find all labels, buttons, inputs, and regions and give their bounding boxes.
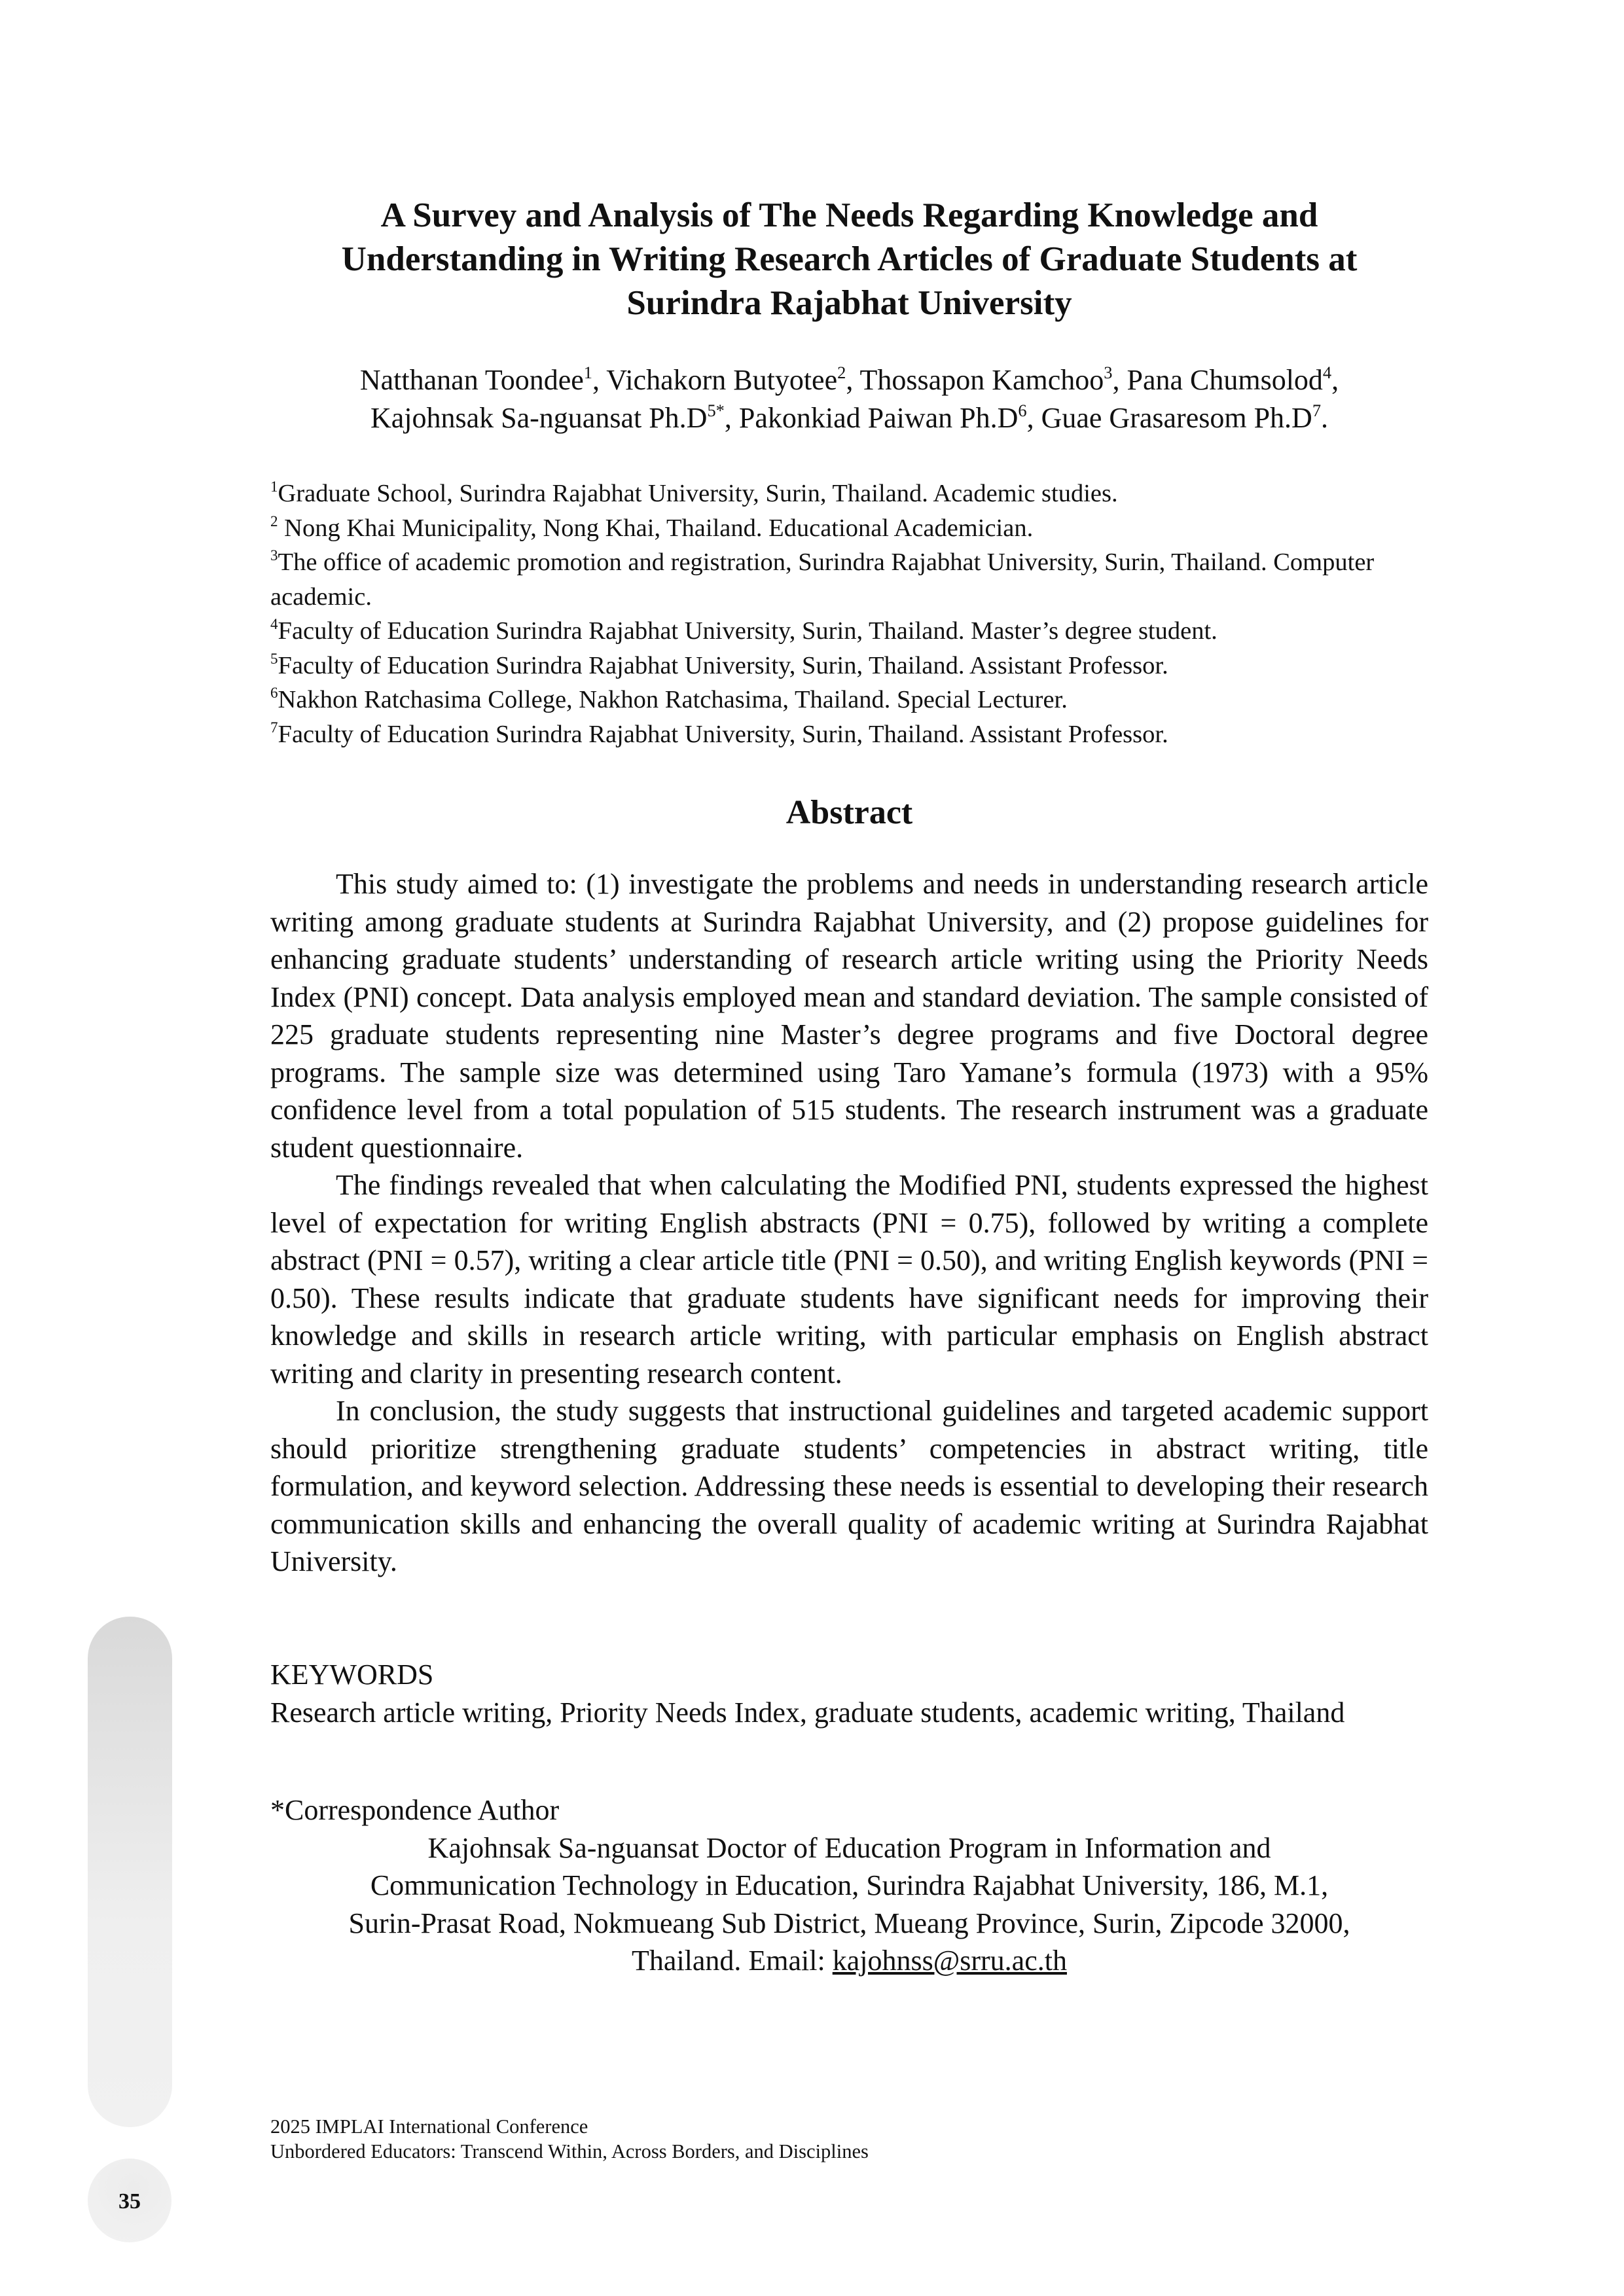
author-name: Guae Grasaresom Ph.D bbox=[1041, 402, 1312, 434]
correspondence-line bbox=[270, 1942, 1428, 1980]
author-separator: , bbox=[724, 402, 739, 434]
author-separator: , bbox=[592, 364, 607, 396]
abstract-paragraph: The findings revealed that when calculating the Modified PNI, students expressed the highest level of expectation for writing English abstracts (PNI = 0.75), followed by writing a complete abstract (PNI = 0.57), writing a clear article title (PNI = 0.50), and writing English keywords (PNI = 0.50). These results indicate that graduate students have significant needs for improving their knowledge and skills in research article writing, with particular emphasis on English abstract writing and clarity in presenting research content. bbox=[270, 1169, 1428, 1390]
title-line: Understanding in Writing Research Articles of Graduate Students at bbox=[341, 240, 1358, 278]
affiliation-number: 7 bbox=[270, 718, 278, 736]
correspondence-address bbox=[270, 1829, 1428, 1980]
keywords-section bbox=[270, 1656, 1428, 1731]
footer-conference: 2025 IMPLAI International Conference bbox=[270, 2115, 588, 2138]
title-line: Surindra Rajabhat University bbox=[626, 284, 1072, 322]
affiliation-number: 4 bbox=[270, 615, 278, 632]
affiliation-item bbox=[270, 545, 1435, 614]
author-name: Vichakorn Butyotee bbox=[606, 364, 838, 396]
title-line: A Survey and Analysis of The Needs Regarding Knowledge and bbox=[380, 196, 1318, 234]
correspondence-line: Surin-Prasat Road, Nokmueang Sub District, Mueang Province, Surin, Zipcode 32000, bbox=[348, 1907, 1350, 1939]
author-separator: , bbox=[846, 364, 860, 396]
affiliation-item bbox=[270, 511, 1435, 546]
author-affiliation-marker: 6 bbox=[1018, 400, 1027, 420]
author-name: Pana Chumsolod bbox=[1127, 364, 1323, 396]
author-affiliation-marker: 4 bbox=[1322, 362, 1332, 382]
affiliation-number: 1 bbox=[270, 478, 278, 495]
correspondence-line: Kajohnsak Sa-nguansat Doctor of Education Program in Information and bbox=[427, 1831, 1271, 1864]
affiliation-text: Faculty of Education Surindra Rajabhat University, Surin, Thailand. Master’s degree student. bbox=[278, 617, 1218, 645]
author-affiliation-marker: 1 bbox=[583, 362, 592, 382]
author-name: Kajohnsak Sa-nguansat Ph.D bbox=[370, 402, 708, 434]
email-link[interactable]: kajohnss@srru.ac.th bbox=[832, 1945, 1067, 1977]
author-list bbox=[270, 361, 1428, 437]
author-affiliation-marker: 5* bbox=[707, 400, 725, 420]
affiliation-text: Nong Khai Municipality, Nong Khai, Thailand. Educational Academician. bbox=[278, 514, 1034, 542]
author-name: Natthanan Toondee bbox=[359, 364, 584, 396]
affiliation-number: 3 bbox=[270, 547, 278, 564]
affiliation-item bbox=[270, 683, 1435, 717]
correspondence-section bbox=[270, 1791, 1428, 1980]
author-affiliation-marker: 7 bbox=[1312, 400, 1322, 420]
correspondence-line: Communication Technology in Education, Surindra Rajabhat University, 186, M.1, bbox=[370, 1869, 1329, 1901]
author-name: Thossapon Kamchoo bbox=[859, 364, 1104, 396]
author-separator: . bbox=[1321, 402, 1329, 434]
page-number-badge bbox=[88, 2159, 171, 2242]
keywords-label: KEYWORDS bbox=[270, 1659, 434, 1691]
affiliation-number: 5 bbox=[270, 649, 278, 667]
page-number: 35 bbox=[118, 2189, 141, 2214]
affiliation-list bbox=[270, 476, 1435, 751]
affiliation-text: The office of academic promotion and registration, Surindra Rajabhat University, Surin, Thailand. Computer academic. bbox=[270, 548, 1375, 611]
author-affiliation-marker: 2 bbox=[837, 362, 846, 382]
affiliation-number: 6 bbox=[270, 684, 278, 701]
paper-title bbox=[270, 194, 1428, 325]
affiliation-text: Nakhon Ratchasima College, Nakhon Ratchasima, Thailand. Special Lecturer. bbox=[278, 686, 1068, 713]
keywords-text: Research article writing, Priority Needs Index, graduate students, academic writing, Thailand bbox=[270, 1696, 1345, 1729]
correspondence-label: *Correspondence Author bbox=[270, 1794, 560, 1826]
abstract-paragraph: In conclusion, the study suggests that instructional guidelines and targeted academic support should prioritize strengthening graduate students’ competencies in abstract writing, title formulation, and keyword selection. Addressing these needs is essential to developing their research communication skills and enhancing the overall quality of academic writing at Surindra Rajabhat University. bbox=[270, 1395, 1428, 1577]
email-prefix: Thailand. Email: bbox=[632, 1945, 833, 1977]
author-affiliation-marker: 3 bbox=[1104, 362, 1113, 382]
author-separator: , bbox=[1026, 402, 1041, 434]
affiliation-item bbox=[270, 649, 1435, 683]
affiliation-text: Faculty of Education Surindra Rajabhat University, Surin, Thailand. Assistant Professor. bbox=[278, 651, 1168, 679]
abstract-paragraph: This study aimed to: (1) investigate the problems and needs in understanding research article writing among graduate students at Surindra Rajabhat University, and (2) propose guidelines for enhancing graduate students’ understanding of research article writing using the Priority Needs Index (PNI) concept. Data analysis employed mean and standard deviation. The sample consisted of 225 graduate students representing nine Master’s degree programs and five Doctoral degree programs. The sample size was determined using Taro Yamane’s formula (1973) with a 95% confidence level from a total population of 515 students. The research instrument was a graduate student questionnaire. bbox=[270, 868, 1428, 1164]
footer-theme: Unbordered Educators: Transcend Within, Across Borders, and Disciplines bbox=[270, 2140, 869, 2162]
author-line bbox=[270, 361, 1428, 399]
affiliation-text: Faculty of Education Surindra Rajabhat University, Surin, Thailand. Assistant Professor. bbox=[278, 720, 1168, 748]
affiliation-text: Graduate School, Surindra Rajabhat University, Surin, Thailand. Academic studies. bbox=[278, 480, 1118, 507]
author-separator: , bbox=[1112, 364, 1127, 396]
author-line bbox=[270, 399, 1428, 437]
author-separator: , bbox=[1331, 364, 1339, 396]
affiliation-item bbox=[270, 614, 1435, 649]
abstract-body bbox=[270, 865, 1428, 1581]
affiliation-item bbox=[270, 717, 1435, 752]
decorative-side-bar bbox=[88, 1617, 172, 2127]
affiliation-number: 2 bbox=[270, 512, 278, 529]
affiliation-item bbox=[270, 476, 1435, 511]
abstract-heading: Abstract bbox=[785, 794, 913, 831]
author-name: Pakonkiad Paiwan Ph.D bbox=[738, 402, 1019, 434]
page-footer bbox=[270, 2114, 869, 2164]
